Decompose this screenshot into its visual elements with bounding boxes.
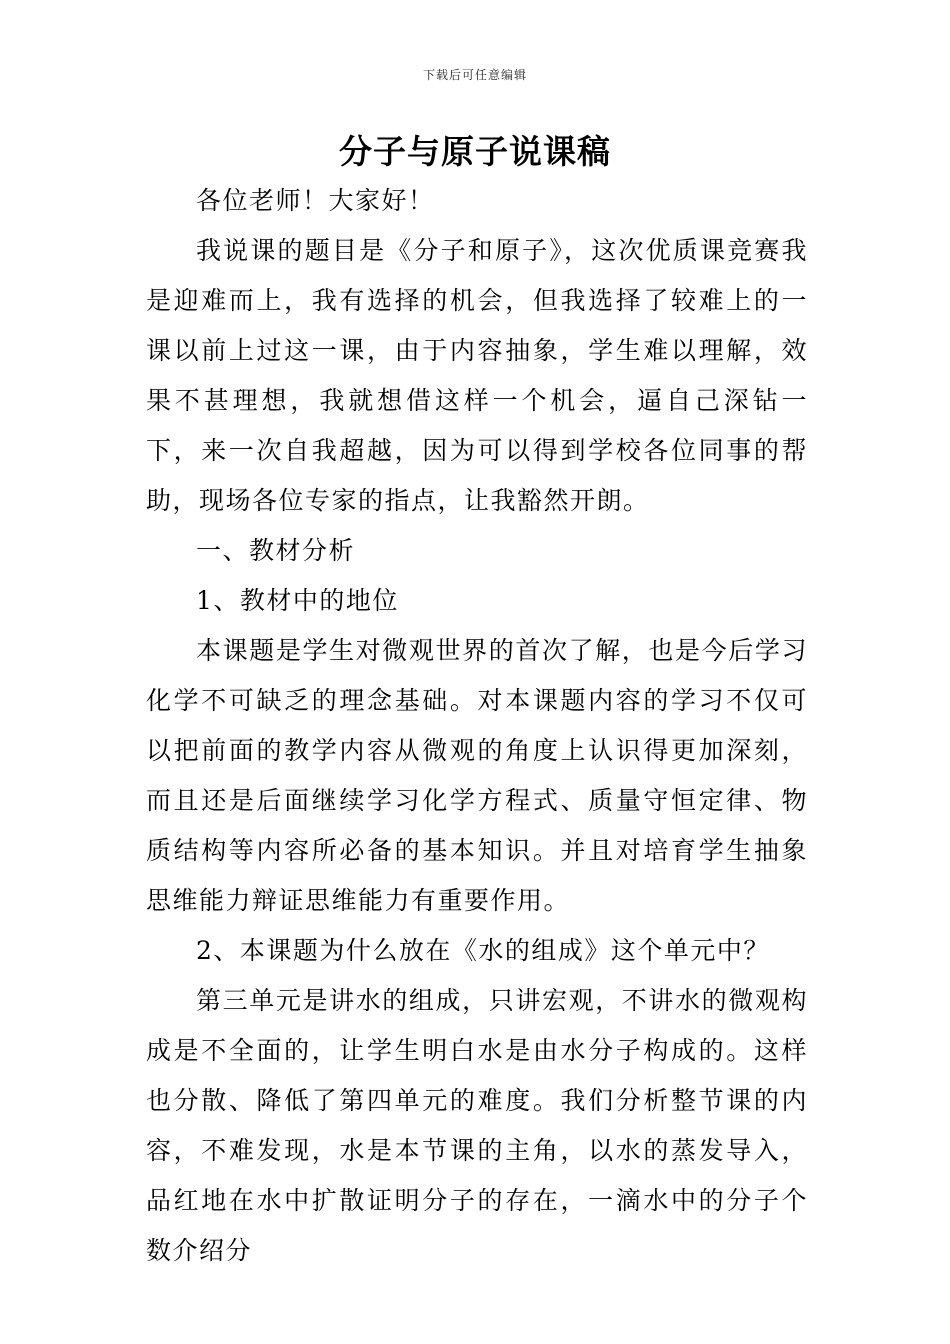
paragraph-why-unit: 第三单元是讲水的组成，只讲宏观，不讲水的微观构成是不全面的，让学生明白水是由水分子构成的。这样也分散、降低了第四单元的难度。我们分析整节课的内容，不难发现，水是本节课的主角，以水的蒸发导入，品红地在水中扩散证明分子的存在，一滴水中的分子个数介绍分 bbox=[146, 986, 808, 1265]
document-body bbox=[146, 176, 808, 1276]
subsection-heading-why-unit: 2、本课题为什么放在《水的组成》这个单元中？ bbox=[196, 936, 770, 965]
paragraph-greeting: 各位老师！大家好！ bbox=[196, 186, 435, 215]
section-heading-textbook-analysis: 一、教材分析 bbox=[196, 536, 356, 565]
download-note: 下载后可任意编辑 bbox=[422, 68, 527, 82]
subsection-heading-position: 1、教材中的地位 bbox=[196, 586, 399, 615]
paragraph-intro: 我说课的题目是《分子和原子》，这次优质课竞赛我是迎难而上，我有选择的机会，但我选择了较难上的一课以前上过这一课，由于内容抽象，学生难以理解，效果不甚理想，我就想借这样一个机会，逼自己深钻一下，来一次自我超越，因为可以得到学校各位同事的帮助，现场各位专家的指点，让我豁然开朗。 bbox=[146, 236, 808, 515]
paragraph-position: 本课题是学生对微观世界的首次了解，也是今后学习化学不可缺乏的理念基础。对本课题内容的学习不仅可以把前面的教学内容从微观的角度上认识得更加深刻，而且还是后面继续学习化学方程式、质量守恒定律、物质结构等内容所必备的基本知识。并且对培育学生抽象思维能力辩证思维能力有重要作用。 bbox=[146, 636, 808, 915]
page-title: 分子与原子说课稿 bbox=[339, 132, 611, 171]
